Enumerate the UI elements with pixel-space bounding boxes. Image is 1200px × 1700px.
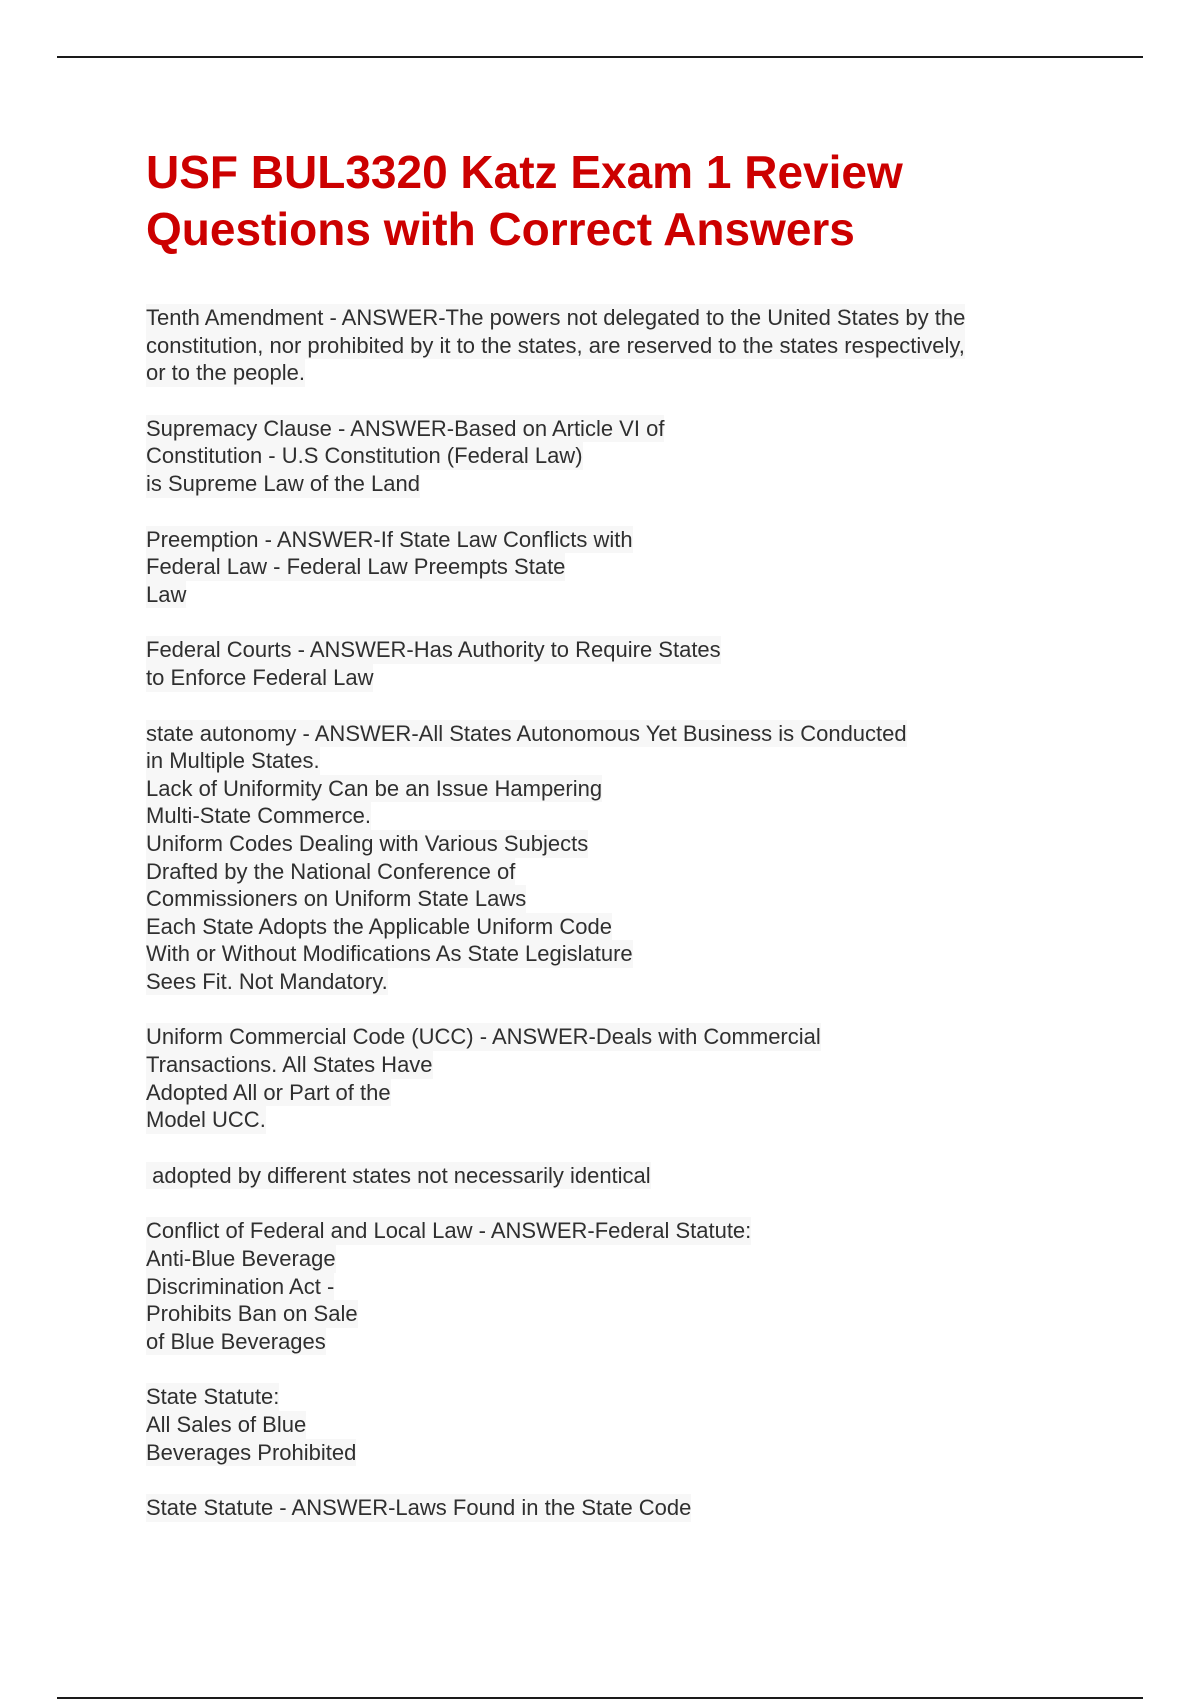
qa-line: Conflict of Federal and Local Law - ANSWER-Federal Statute:: [146, 1218, 752, 1244]
qa-block: [146, 526, 1086, 609]
qa-line: Multi-State Commerce.: [146, 803, 371, 829]
page-bottom-rule: [57, 1697, 1143, 1699]
qa-block: [146, 636, 1086, 691]
qa-line: Prohibits Ban on Sale: [146, 1301, 358, 1327]
qa-line: Federal Law - Federal Law Preempts State: [146, 554, 566, 580]
qa-line: in Multiple States.: [146, 748, 320, 774]
qa-block: [146, 415, 1086, 498]
document-title-line: Questions with Correct Answers: [146, 203, 855, 255]
qa-line: Federal Courts - ANSWER-Has Authority to Require States: [146, 637, 721, 663]
qa-line: to Enforce Federal Law: [146, 664, 374, 690]
qa-line: State Statute - ANSWER-Laws Found in the State Code: [146, 1495, 692, 1521]
qa-line: Supremacy Clause - ANSWER-Based on Article VI of: [146, 415, 665, 441]
qa-line: Uniform Codes Dealing with Various Subjects: [146, 830, 589, 856]
document-title: [146, 144, 1086, 258]
qa-block: [146, 1494, 1086, 1522]
qa-line: Discrimination Act -: [146, 1273, 335, 1299]
qa-line: Sees Fit. Not Mandatory.: [146, 968, 388, 994]
qa-line: Lack of Uniformity Can be an Issue Hampering: [146, 775, 603, 801]
qa-line: With or Without Modifications As State Legislature: [146, 941, 633, 967]
qa-block: [146, 1162, 1086, 1190]
qa-line: state autonomy - ANSWER-All States Autonomous Yet Business is Conducted: [146, 720, 907, 746]
qa-line: Constitution - U.S Constitution (Federal Law): [146, 443, 583, 469]
document-title-line: USF BUL3320 Katz Exam 1 Review: [146, 146, 903, 198]
qa-line: Preemption - ANSWER-If State Law Conflicts with: [146, 526, 633, 552]
qa-line: adopted by different states not necessarily identical: [146, 1162, 651, 1188]
qa-line: of Blue Beverages: [146, 1328, 326, 1354]
qa-line: Transactions. All States Have: [146, 1052, 433, 1078]
qa-line: is Supreme Law of the Land: [146, 470, 420, 496]
qa-line: Model UCC.: [146, 1107, 266, 1133]
qa-line: Tenth Amendment - ANSWER-The powers not delegated to the United States by the: [146, 305, 966, 330]
qa-line: Anti-Blue Beverage: [146, 1246, 336, 1272]
qa-line: Law: [146, 581, 187, 607]
page-top-rule: [57, 56, 1143, 58]
qa-block: [146, 720, 1086, 996]
qa-line: or to the people.: [146, 360, 306, 386]
qa-block: [146, 1383, 1086, 1466]
qa-line: Uniform Commercial Code (UCC) - ANSWER-Deals with Commercial: [146, 1024, 821, 1050]
qa-line: Commissioners on Uniform State Laws: [146, 886, 527, 912]
qa-line: Adopted All or Part of the: [146, 1079, 391, 1105]
document-body: [146, 144, 1086, 1550]
qa-line: constitution, nor prohibited by it to the states, are reserved to the states respectively,: [146, 332, 965, 358]
qa-line: All Sales of Blue: [146, 1412, 307, 1437]
qa-block: [146, 304, 1086, 387]
qa-line: Drafted by the National Conference of: [146, 858, 516, 884]
qa-list: [146, 304, 1086, 1522]
qa-line: State Statute:: [146, 1384, 280, 1410]
qa-line: Each State Adopts the Applicable Uniform Code: [146, 913, 612, 939]
qa-block: [146, 1023, 1086, 1133]
qa-block: [146, 1217, 1086, 1355]
qa-line: Beverages Prohibited: [146, 1439, 357, 1465]
